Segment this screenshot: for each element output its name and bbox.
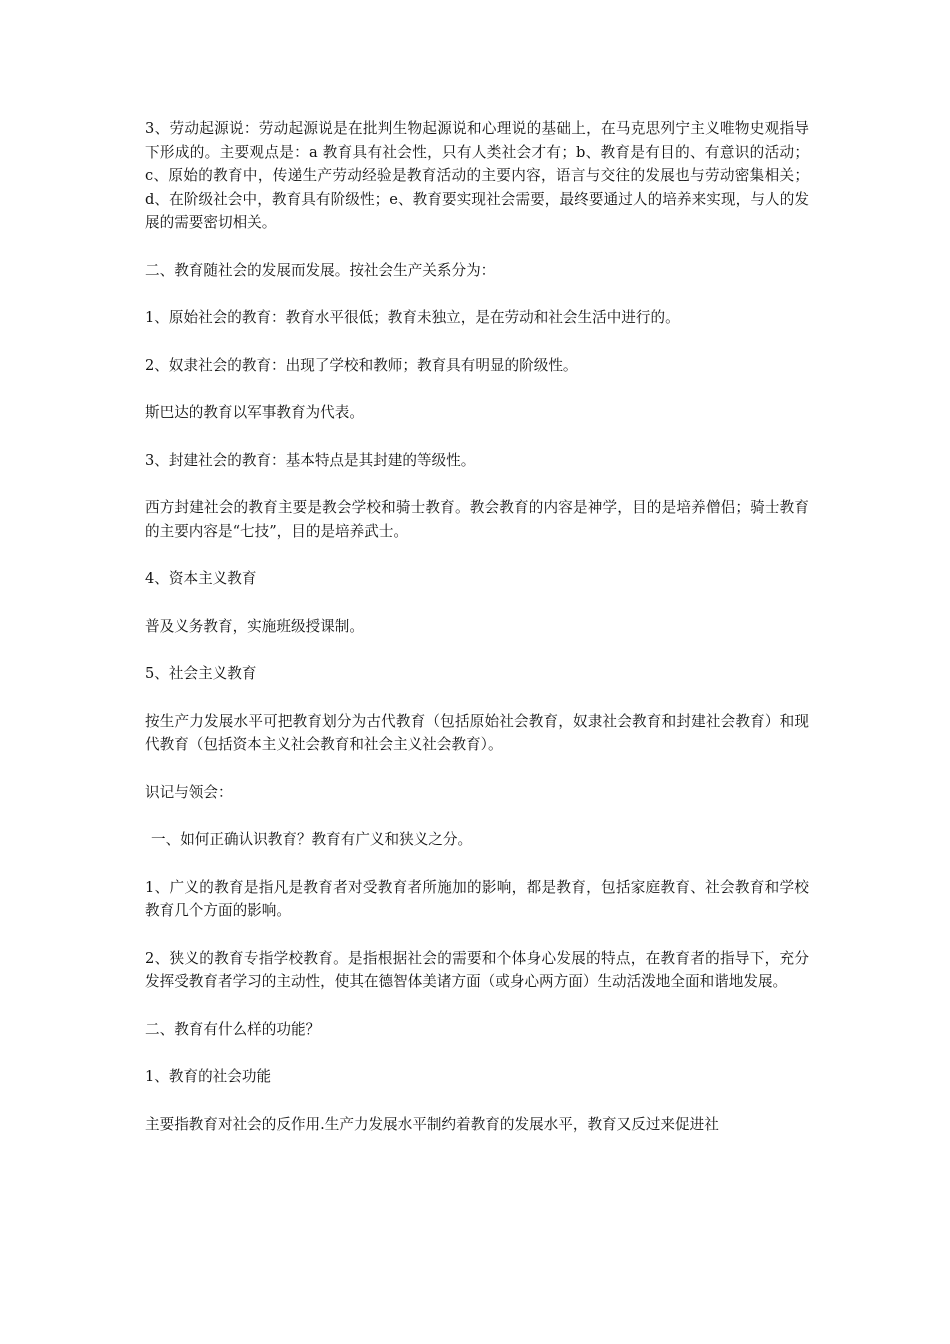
paragraph-slave-society-education: 2、奴隶社会的教育：出现了学校和教师；教育具有明显的阶级性。 xyxy=(145,356,578,374)
paragraph-narrow-education: 2、狭义的教育专指学校教育。是指根据社会的需要和个体身心发展的特点，在教育者的指导下，充分发挥受教育者学习的主动性，使其在德智体美诸方面（或身心两方面）生动活泼地全面和谐地发展。 xyxy=(145,949,809,990)
paragraph-capitalist-education: 4、资本主义教育 xyxy=(145,570,257,587)
paragraph-how-to-understand-education: 一、如何正确认识教育？教育有广义和狭义之分。 xyxy=(151,831,473,848)
paragraph-productivity-classification: 按生产力发展水平可把教育划分为古代教育（包括原始社会教育，奴隶社会教育和封建社会教育）和现代教育（包括资本主义社会教育和社会主义社会教育）。 xyxy=(145,712,809,753)
paragraph-education-develops-with-society: 二、教育随社会的发展而发展。按社会生产关系分为： xyxy=(145,261,496,279)
paragraph-broad-education: 1、广义的教育是指凡是教育者对受教育者所施加的影响，都是教育，包括家庭教育、社会教育和学校教育几个方面的影响。 xyxy=(145,878,809,919)
paragraph-sparta-education: 斯巴达的教育以军事教育为代表。 xyxy=(145,404,364,421)
paragraph-compulsory-education: 普及义务教育，实施班级授课制。 xyxy=(145,617,364,635)
paragraph-socialist-education: 5、社会主义教育 xyxy=(145,665,257,682)
paragraph-labor-origin-theory: 3、劳动起源说：劳动起源说是在批判生物起源说和心理说的基础上，在马克思列宁主义唯物史观指导下形成的。主要观点是：a 教育具有社会性，只有人类社会才有；b、教育是有目的、有意识的活动；c、原始的教育中，传递生产劳动经验是教育活动的主要内容，语言与交往的发展也与劳动密集相关；d、在阶级社会中，教育具有阶级性；e、教育要实现社会需要，最终要通过人的培养来实现，与人的发展的需要密切相关。 xyxy=(145,120,809,231)
document-page xyxy=(145,117,809,1160)
paragraph-education-functions: 二、教育有什么样的功能？ xyxy=(145,1020,321,1038)
paragraph-primitive-society-education: 1、原始社会的教育：教育水平很低；教育未独立，是在劳动和社会生活中进行的。 xyxy=(145,309,680,326)
paragraph-social-function-detail: 主要指教育对社会的反作用.生产力发展水平制约着教育的发展水平，教育又反过来促进社 xyxy=(145,1115,719,1133)
paragraph-feudal-society-education: 3、封建社会的教育：基本特点是其封建的等级性。 xyxy=(145,451,476,469)
paragraph-western-feudal-education: 西方封建社会的教育主要是教会学校和骑士教育。教会教育的内容是神学，目的是培养僧侣；骑士教育的主要内容是“七技”，目的是培养武士。 xyxy=(145,499,809,540)
paragraph-memorize-understand: 识记与领会： xyxy=(145,783,233,801)
paragraph-social-function: 1、教育的社会功能 xyxy=(145,1068,272,1085)
